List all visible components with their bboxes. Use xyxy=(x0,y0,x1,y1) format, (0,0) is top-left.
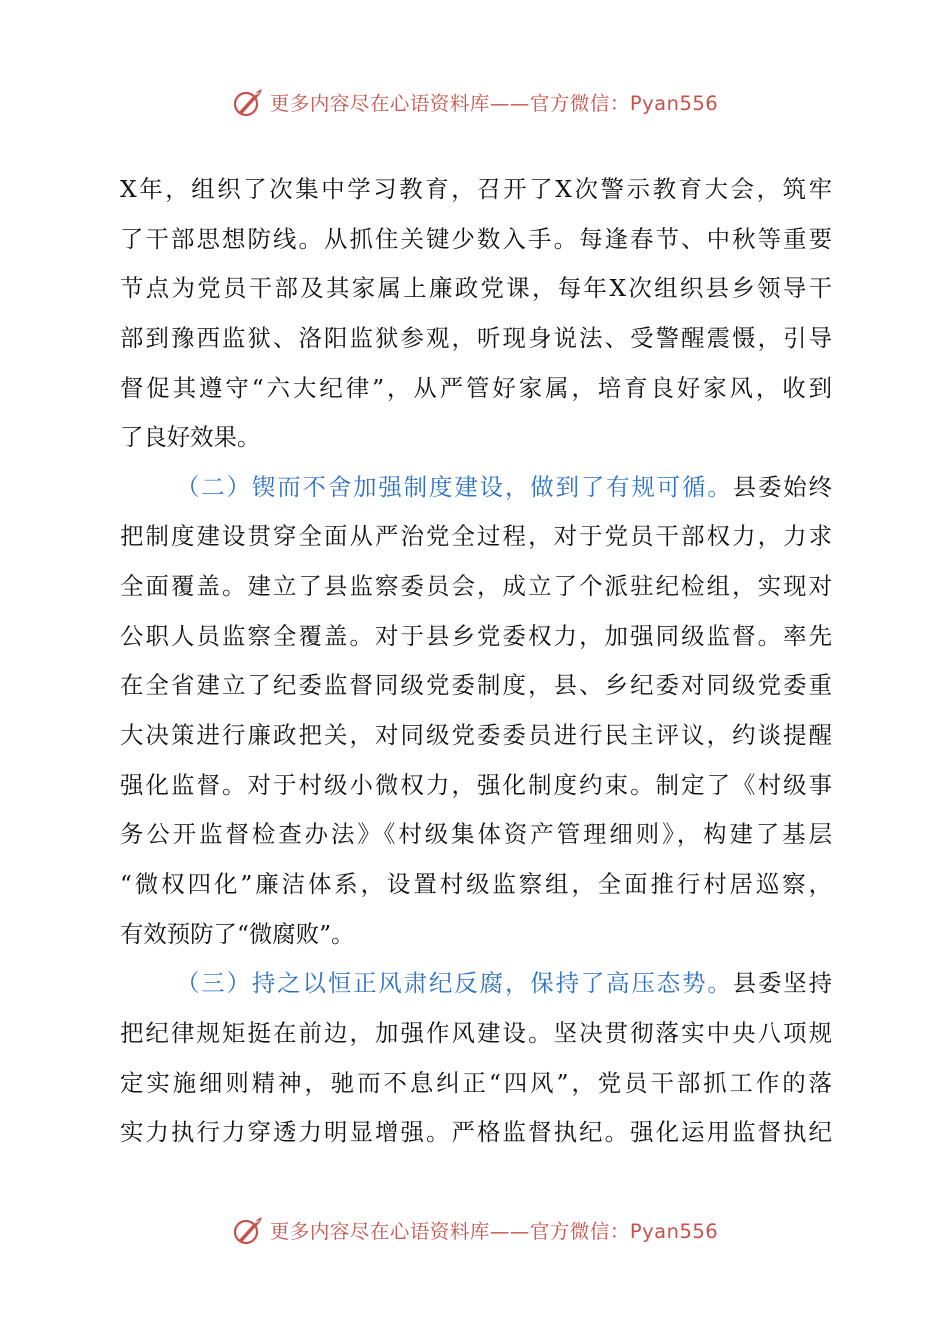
section-heading: （三）持之以恒正风肃纪反腐，保持了高压态势。 xyxy=(176,969,733,998)
line-text: 在全省建立了纪委监督同级党委制度，县、乡纪委对同级党委重 xyxy=(120,671,832,700)
body-text-line xyxy=(120,761,832,811)
body-text-line xyxy=(120,314,832,364)
body-text-line xyxy=(120,910,832,960)
body-text-line xyxy=(120,860,832,910)
watermark-footer xyxy=(0,1210,950,1250)
line-text: 强化监督。对于村级小微权力，强化制度约束。制定了《村级事 xyxy=(120,770,832,799)
body-text-line xyxy=(120,612,832,662)
line-text: 督促其遵守“六大纪律”，从严管好家属，培育良好家风，收到 xyxy=(120,373,832,402)
body-text-line xyxy=(120,1009,832,1059)
watermark-text xyxy=(270,1216,718,1244)
document-body xyxy=(120,165,832,1158)
body-text-line xyxy=(120,165,832,215)
line-text: 有效预防了“微腐败”。 xyxy=(120,919,355,948)
line-text: 实力执行力穿透力明显增强。严格监督执纪。强化运用监督执纪 xyxy=(120,1118,832,1147)
watermark-header xyxy=(0,82,950,122)
line-text: 县委始终 xyxy=(732,472,832,501)
line-text: 全面覆盖。建立了县监察委员会，成立了个派驻纪检组，实现对 xyxy=(120,572,832,601)
body-text-line xyxy=(120,661,832,711)
body-text-line xyxy=(120,512,832,562)
body-text-line xyxy=(120,711,832,761)
section-heading: （二）锲而不舍加强制度建设，做到了有规可循。 xyxy=(176,472,733,501)
line-text: 节点为党员干部及其家属上廉政党课，每年X次组织县乡领导干 xyxy=(120,274,832,303)
quill-logo-icon xyxy=(232,85,266,119)
watermark-site: 更多内容尽在心语资料库 xyxy=(269,92,490,115)
line-text: “微权四化”廉洁体系，设置村级监察组，全面推行村居巡察， xyxy=(120,869,832,898)
watermark-dash: —— xyxy=(489,1220,530,1243)
watermark-site: 更多内容尽在心语资料库 xyxy=(269,1220,490,1243)
line-text: 大决策进行廉政把关，对同级党委委员进行民主评议，约谈提醒 xyxy=(120,721,832,750)
watermark-wechat-label: 官方微信： xyxy=(529,1220,630,1243)
section-heading-line xyxy=(120,959,832,1009)
watermark-wechat-id: Pyan556 xyxy=(629,92,719,115)
quill-logo-icon xyxy=(232,1213,266,1247)
watermark-wechat-label: 官方微信： xyxy=(529,92,630,115)
line-text: 了良好效果。 xyxy=(120,423,261,452)
body-text-line xyxy=(120,264,832,314)
section-heading-line xyxy=(120,463,832,513)
body-text-line xyxy=(120,364,832,414)
body-text-line xyxy=(120,413,832,463)
line-text: 了干部思想防线。从抓住关键少数入手。每逢春节、中秋等重要 xyxy=(120,224,832,253)
body-text-line xyxy=(120,810,832,860)
line-text: X年，组织了次集中学习教育，召开了X次警示教育大会，筑牢 xyxy=(120,175,832,203)
line-text: 务公开监督检查办法》《村级集体资产管理细则》，构建了基层 xyxy=(120,820,832,849)
line-text: 把制度建设贯穿全面从严治党全过程，对于党员干部权力，力求 xyxy=(120,522,832,551)
line-text: 公职人员监察全覆盖。对于县乡党委权力，加强同级监督。率先 xyxy=(120,621,832,650)
watermark-wechat-id: Pyan556 xyxy=(629,1220,719,1243)
line-text: 部到豫西监狱、洛阳监狱参观，听现身说法、受警醒震慑，引导 xyxy=(120,323,832,352)
body-text-line xyxy=(120,1108,832,1158)
watermark-text xyxy=(270,88,718,116)
body-text-line xyxy=(120,1059,832,1109)
line-text: 定实施细则精神，驰而不息纠正“四风”，党员干部抓工作的落 xyxy=(120,1068,832,1097)
watermark-dash: —— xyxy=(489,92,530,115)
body-text-line xyxy=(120,562,832,612)
body-text-line xyxy=(120,215,832,265)
line-text: 县委坚持 xyxy=(732,969,832,998)
line-text: 把纪律规矩挺在前边，加强作风建设。坚决贯彻落实中央八项规 xyxy=(120,1018,832,1047)
